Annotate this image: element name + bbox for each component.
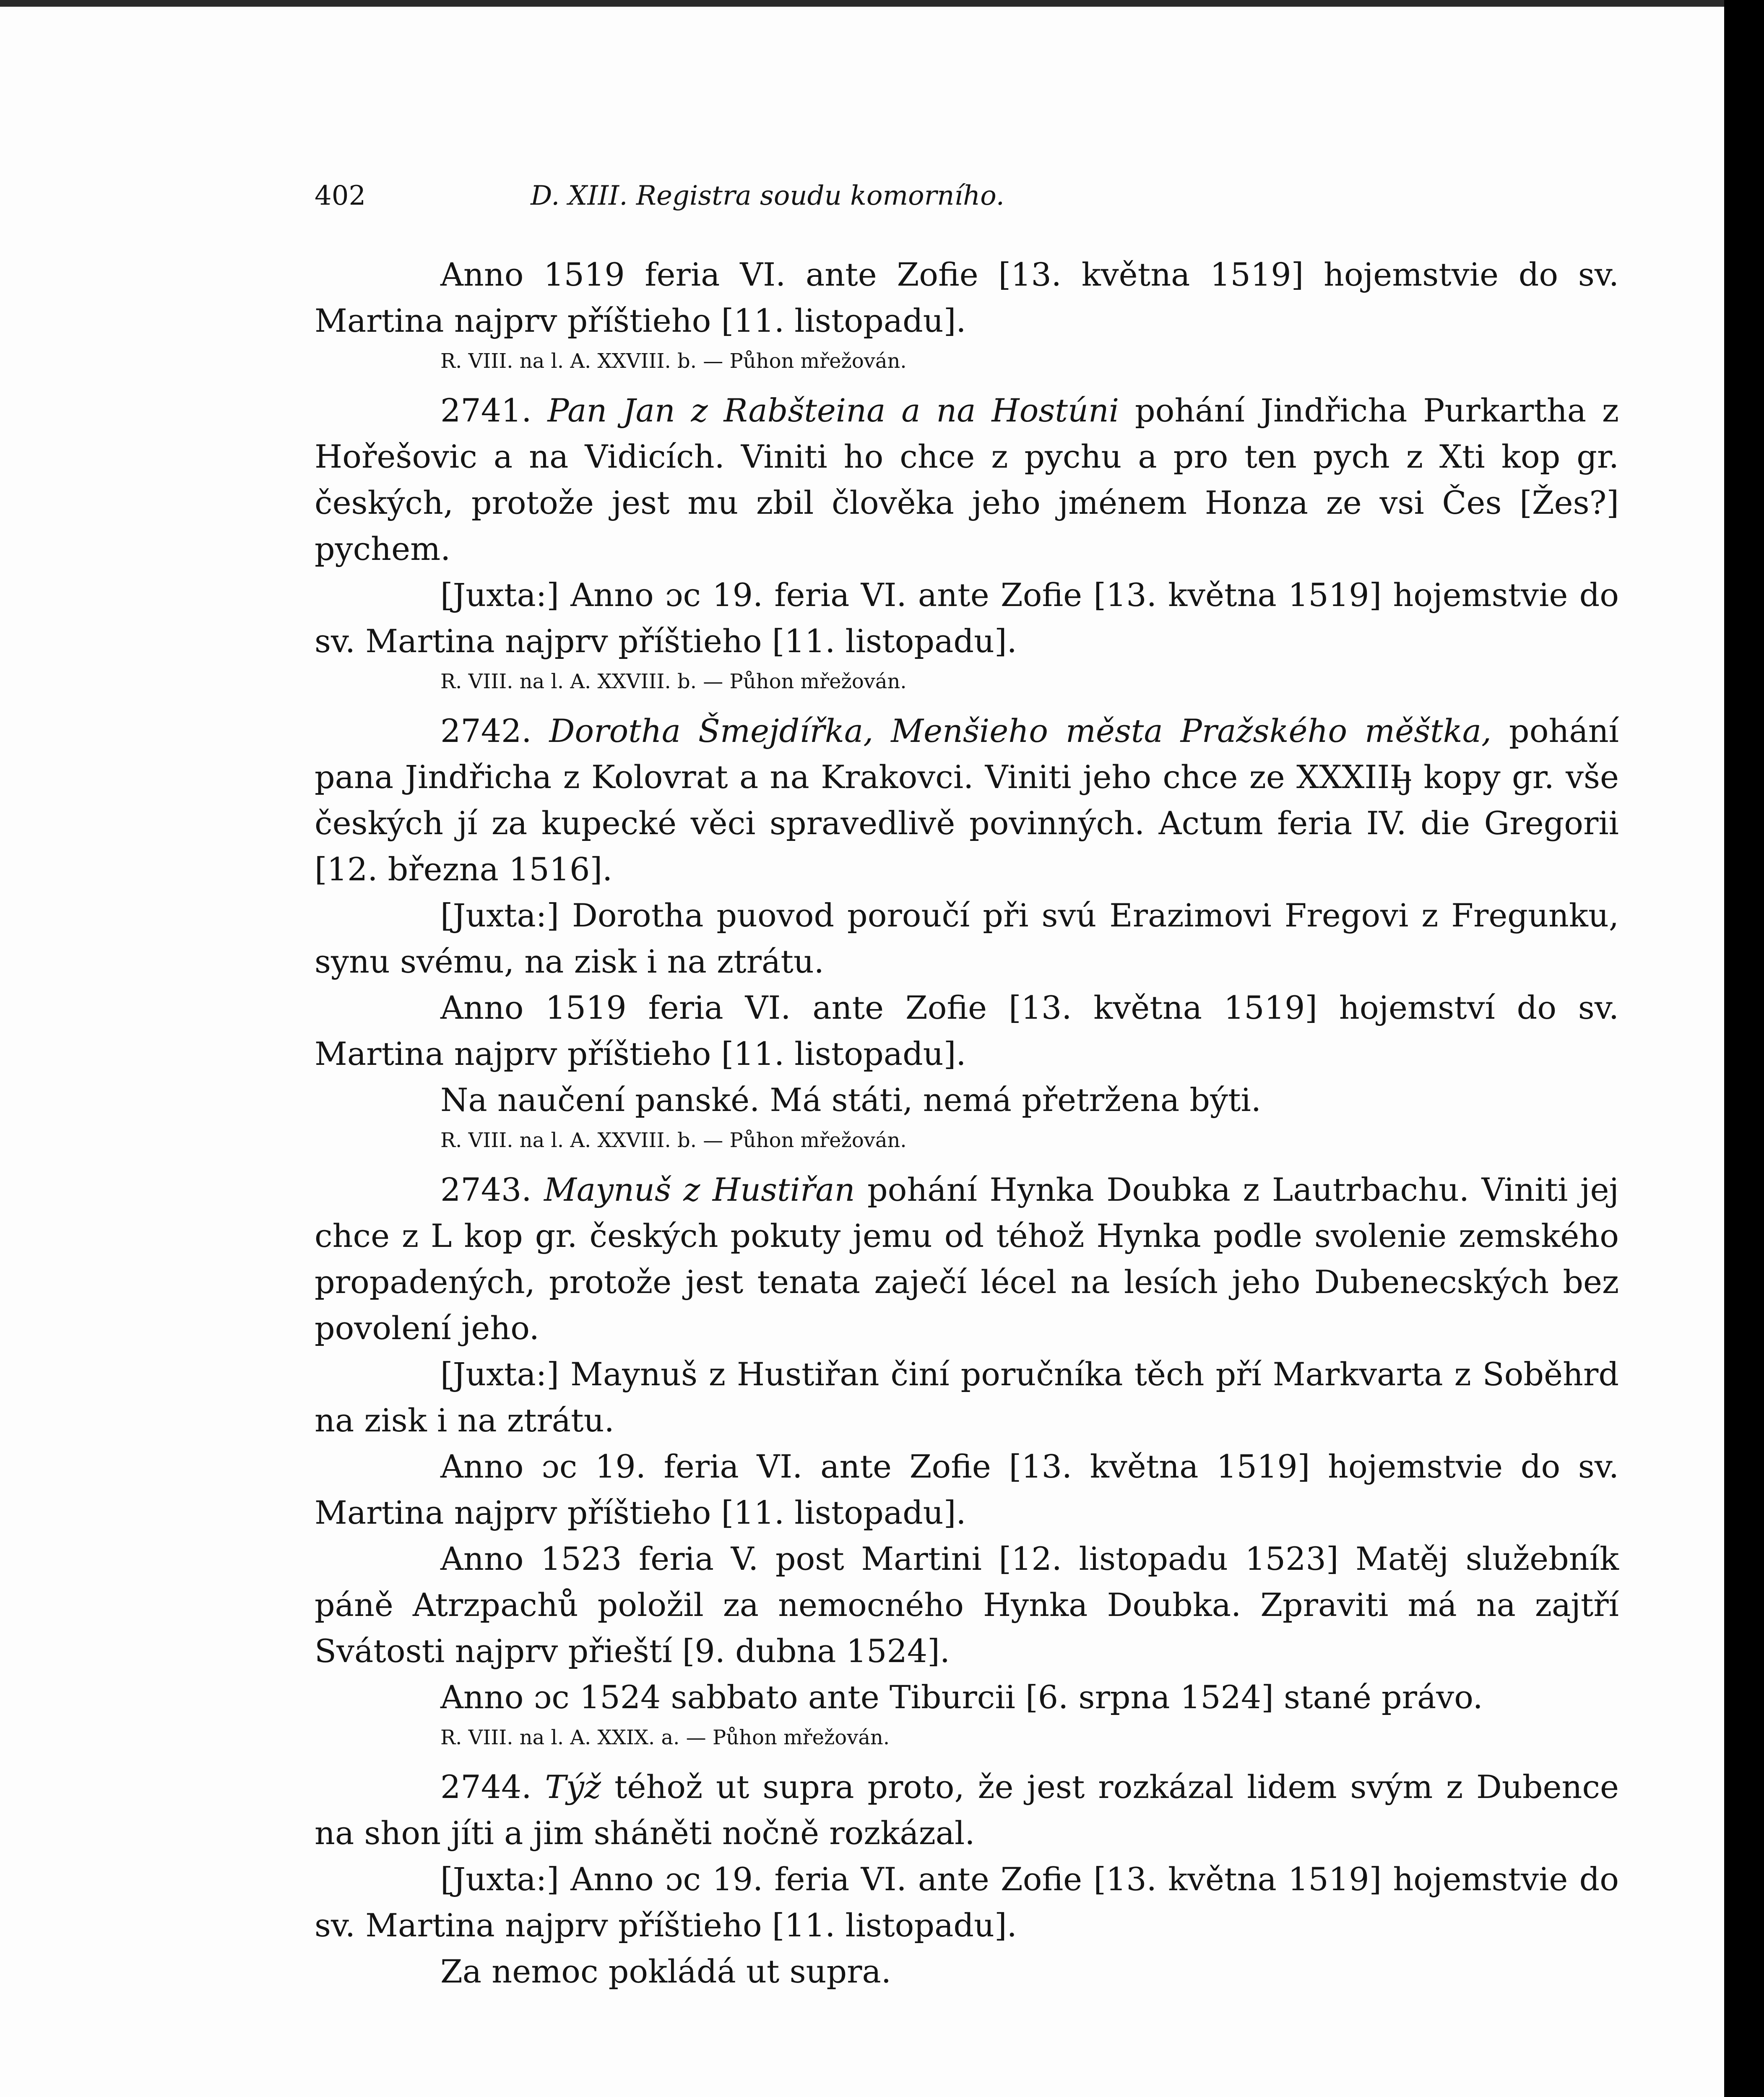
- page-header: [315, 180, 1220, 222]
- entry-text: pohání pana Jindřicha z Kolovrat a na Krakovci. Viniti jeho chce ze XXXIIIȷ̶ kopy gr. vše českých jí za kupecké věci spravedlivě povinných. Actum feria IV. die Gregorii [12. března 1516].: [315, 712, 1619, 888]
- entry-text: pohání Jindřicha Purkartha z Hořešovic a na Vidicích. Viniti ho chce z pychu a pro ten pych z Xti kop gr. českých, protože jest mu zbil člověka jeho jménem Honza ze vsi Čes [Žes?] pychem.: [315, 392, 1619, 567]
- scan-top-edge: [0, 0, 1764, 7]
- entry-2741: [315, 388, 1619, 572]
- juxta-paragraph: [Juxta:] Dorotha puovod poroučí při svú Erazimovi Fregovi z Fregunku, synu svému, na zisk i na ztrátu.: [315, 897, 1619, 980]
- source-note: R. VIII. na l. A. XXVIII. b. — Půhon mřežován.: [440, 1129, 907, 1152]
- anno-paragraph: Anno 1523 feria V. post Martini [12. listopadu 1523] Matěj služebník páně Atrzpachů položil za nemocného Hynka Doubka. Zpraviti má na zajtří Svátosti najprv přieští [9. dubna 1524].: [315, 1540, 1619, 1670]
- entry-2744: [315, 1764, 1619, 1856]
- scan-right-edge: [1724, 0, 1764, 2097]
- entry-continuation-anno: Anno 1519 feria VI. ante Zofie [13. května 1519] hojemstvie do sv. Martina najprv příštieho [11. listopadu].: [315, 256, 1619, 339]
- note-paragraph: Na naučení panské. Má státi, nemá přetržena býti.: [440, 1081, 1261, 1119]
- entry-number: 2741.: [440, 392, 532, 429]
- juxta-paragraph: [Juxta:] Maynuš z Hustiřan činí poručníka těch pří Markvarta z Soběhrd na zisk i na ztrátu.: [315, 1356, 1619, 1439]
- anno-paragraph: Anno ɔc 1524 sabbato ante Tiburcii [6. srpna 1524] stané právo.: [440, 1678, 1483, 1716]
- source-note: R. VIII. na l. A. XXIX. a. — Půhon mřežován.: [440, 1726, 890, 1749]
- entry-party: Týž: [545, 1768, 601, 1806]
- juxta-paragraph: [Juxta:] Anno ɔc 19. feria VI. ante Zofie [13. května 1519] hojemstvie do sv. Martina najprv příštieho [11. listopadu].: [315, 576, 1619, 660]
- entry-number: 2742.: [440, 712, 532, 749]
- page-body: [315, 252, 1619, 1995]
- entry-text: pohání Hynka Doubka z Lautrbachu. Viniti jej chce z L kop gr. českých pokuty jemu od téhož Hynka podle svolenie zemského propadených, protože jest tenata zaječí lécel na lesích jeho Dubenecských bez povolení jeho.: [315, 1171, 1619, 1347]
- entry-number: 2743.: [440, 1171, 532, 1208]
- anno-paragraph: Anno 1519 feria VI. ante Zofie [13. května 1519] hojemství do sv. Martina najprv příštieho [11. listopadu].: [315, 989, 1619, 1072]
- anno-paragraph: Anno ɔc 19. feria VI. ante Zofie [13. května 1519] hojemstvie do sv. Martina najprv příštieho [11. listopadu].: [315, 1448, 1619, 1531]
- entry-party: Maynuš z Hustiřan: [544, 1171, 855, 1208]
- page-number: 402: [315, 180, 366, 211]
- note-paragraph: Za nemoc pokládá ut supra.: [440, 1953, 891, 1990]
- entry-number: 2744.: [440, 1768, 532, 1806]
- source-note: R. VIII. na l. A. XXVIII. b. — Půhon mřežován.: [440, 349, 907, 373]
- source-note: R. VIII. na l. A. XXVIII. b. — Půhon mřežován.: [440, 670, 907, 693]
- entry-party: Dorotha Šmejdířka, Menšieho města Pražského měštka,: [549, 712, 1492, 749]
- entry-text: téhož ut supra proto, že jest rozkázal lidem svým z Dubence na shon jíti a jim sháněti nočně rozkázal.: [315, 1768, 1619, 1852]
- entry-party: Pan Jan z Rabšteina a na Hostúni: [547, 392, 1119, 429]
- running-title: D. XIII. Registra soudu komorního.: [531, 180, 1004, 211]
- entry-2742: [315, 708, 1619, 892]
- juxta-paragraph: [Juxta:] Anno ɔc 19. feria VI. ante Zofie [13. května 1519] hojemstvie do sv. Martina najprv příštieho [11. listopadu].: [315, 1860, 1619, 1944]
- entry-2743: [315, 1167, 1619, 1351]
